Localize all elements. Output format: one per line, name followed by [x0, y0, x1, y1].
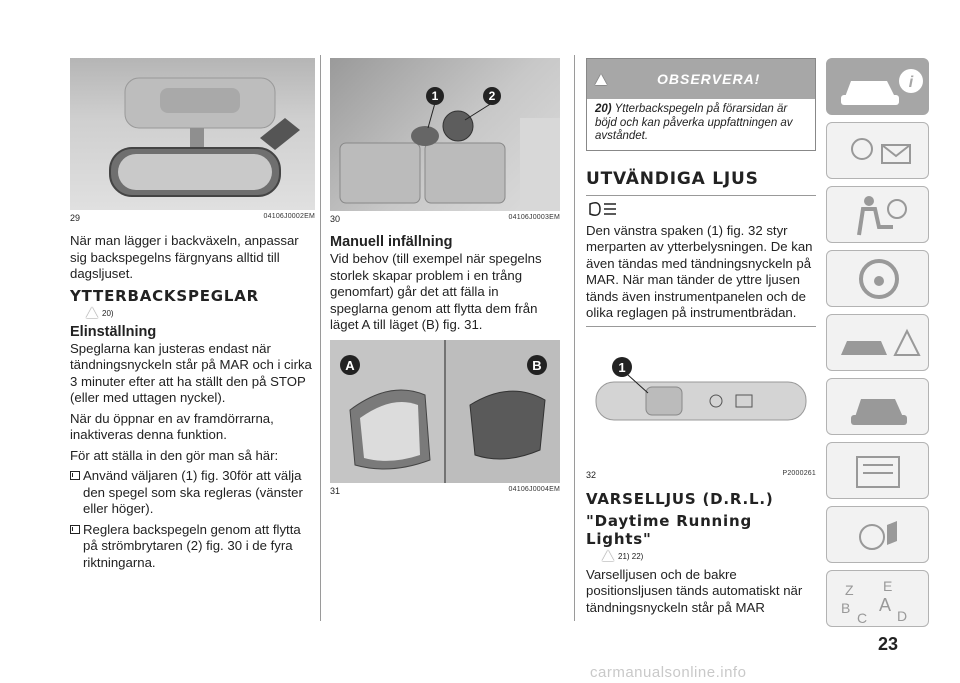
airbag-seat-icon[interactable] [826, 186, 929, 243]
figure-31-mirror-fold [330, 340, 560, 483]
callout-1: 1 [618, 359, 626, 375]
paragraph: Vid behov (till exempel när spegelns storlek skapar problem i en trång genomfart) går det att fälla in speglarna genom att flytta dem från läget A till läget (B) fig. 31. [330, 251, 542, 332]
warning-lights-icon[interactable] [826, 122, 929, 179]
list-item [70, 468, 315, 518]
index-letter: D [897, 608, 908, 624]
bullet-icon [70, 471, 80, 480]
figure-29-caption [70, 213, 315, 223]
column-2 [330, 58, 560, 506]
svg-text:i: i [908, 74, 914, 91]
index-icon[interactable] [826, 570, 929, 627]
callout-1: 1 [431, 89, 439, 103]
index-letter: C [857, 610, 868, 626]
interior-mirror-illustration [70, 58, 315, 210]
paragraph: När du öppnar en av framdörrarna, inaktiveras denna funktion. [70, 410, 274, 442]
index-letter: A [879, 595, 892, 615]
multimedia-icon[interactable] [826, 506, 929, 563]
section-heading: VARSELLJUS (D.R.L.) [586, 489, 774, 508]
index-letter: Z [845, 582, 854, 598]
callout-2: 2 [488, 89, 496, 103]
section-heading: UTVÄNDIGA LJUS [586, 168, 759, 189]
specifications-icon[interactable] [826, 442, 929, 499]
paragraph: Varselljusen och de bakre positionsljusen tänds automatiskt när tändningsnyckeln står på MAR [586, 566, 803, 615]
paragraph: Speglarna kan justeras endast när tändningsnyckeln står på MAR och i cirka 3 minuter efter att ha ställt den på STOP (eller med uttagen nyckel). [70, 340, 312, 405]
figure-number: 31 [330, 485, 341, 496]
subheading: Elinställning [70, 323, 157, 340]
figure-29-mirror [70, 58, 315, 210]
figure-code: 04106J0004EM [508, 485, 560, 493]
observera-text: Ytterbackspegeln på förarsidan är böjd och kan påverka uppfattningen av avståndet. [595, 103, 793, 142]
figure-31-caption [330, 486, 560, 496]
bullet-icon [70, 525, 80, 534]
figure-number: 30 [330, 214, 341, 224]
warning-triangle-icon [602, 550, 614, 561]
chapter-sidebar [826, 58, 929, 634]
index-letter: E [883, 578, 893, 594]
figure-number: 32 [586, 469, 597, 480]
list-item [70, 522, 315, 572]
figure-code: 04106J0002EM [263, 213, 315, 220]
warning-triangle-icon [86, 307, 98, 318]
observera-number: 20) [595, 103, 612, 115]
index-letter: B [841, 600, 851, 616]
figure-code: 04106J0003EM [508, 214, 560, 221]
mirror-fold-illustration [330, 340, 560, 483]
figure-32-caption [586, 470, 816, 480]
figure-32-light-stalk [586, 327, 816, 467]
observera-title: OBSERVERA! [657, 71, 761, 87]
subheading: Manuell infällning [330, 234, 453, 250]
figure-code: P2000261 [782, 469, 816, 477]
section-heading: YTTERBACKSPEGLAR [70, 286, 260, 305]
emergency-icon[interactable] [826, 314, 929, 371]
observera-header [587, 59, 815, 99]
list-item-text: Använd väljaren (1) fig. 30för att välja den spegel som ska regleras (vänster eller höger). [83, 468, 303, 516]
column-divider [574, 55, 575, 621]
warning-reference [86, 307, 315, 318]
watermark: carmanualsonline.info [590, 664, 747, 681]
mirror-switch-illustration [330, 58, 560, 211]
car-info-icon[interactable] [826, 58, 929, 115]
warning-ref-number: 21) 22) [618, 551, 644, 561]
column-1 [70, 58, 315, 575]
service-car-icon[interactable] [826, 378, 929, 435]
steering-wheel-icon[interactable] [826, 250, 929, 307]
column-3 [586, 58, 816, 620]
callout-B: B [532, 357, 542, 373]
callout-A: A [345, 357, 355, 373]
figure-number: 29 [70, 213, 81, 223]
headlight-icon [586, 200, 626, 218]
observera-body [587, 99, 815, 150]
figure-30-caption [330, 214, 560, 224]
warning-ref-number: 20) [102, 308, 114, 318]
page-number: 23 [877, 634, 898, 654]
column-divider [320, 55, 321, 621]
light-stalk-illustration [586, 327, 816, 467]
figure-30-mirror-switch [330, 58, 560, 211]
heading-rule [586, 195, 816, 196]
section-heading-sub: "Daytime Running Lights" [586, 511, 752, 548]
paragraph: För att ställa in den gör man så här: [70, 447, 279, 463]
list-item-text: Reglera backspegeln genom att flytta på strömbrytaren (2) fig. 30 i de fyra riktningarna. [83, 521, 301, 570]
observera-box [586, 58, 816, 151]
warning-triangle-icon [595, 74, 607, 85]
warning-reference [602, 550, 816, 561]
paragraph: När man lägger i backväxeln, anpassar sig backspegelns färgnyans alltid till dagsljuset. [70, 233, 299, 281]
paragraph: Den vänstra spaken (1) fig. 32 styr merparten av ytterbelysningen. De kan även tändas med tändningsnyckeln på MAR. När man tänder de yttre ljusen tänds även instrumentpanelen och de olika reglagen på instrumentbrädan. [586, 222, 813, 320]
